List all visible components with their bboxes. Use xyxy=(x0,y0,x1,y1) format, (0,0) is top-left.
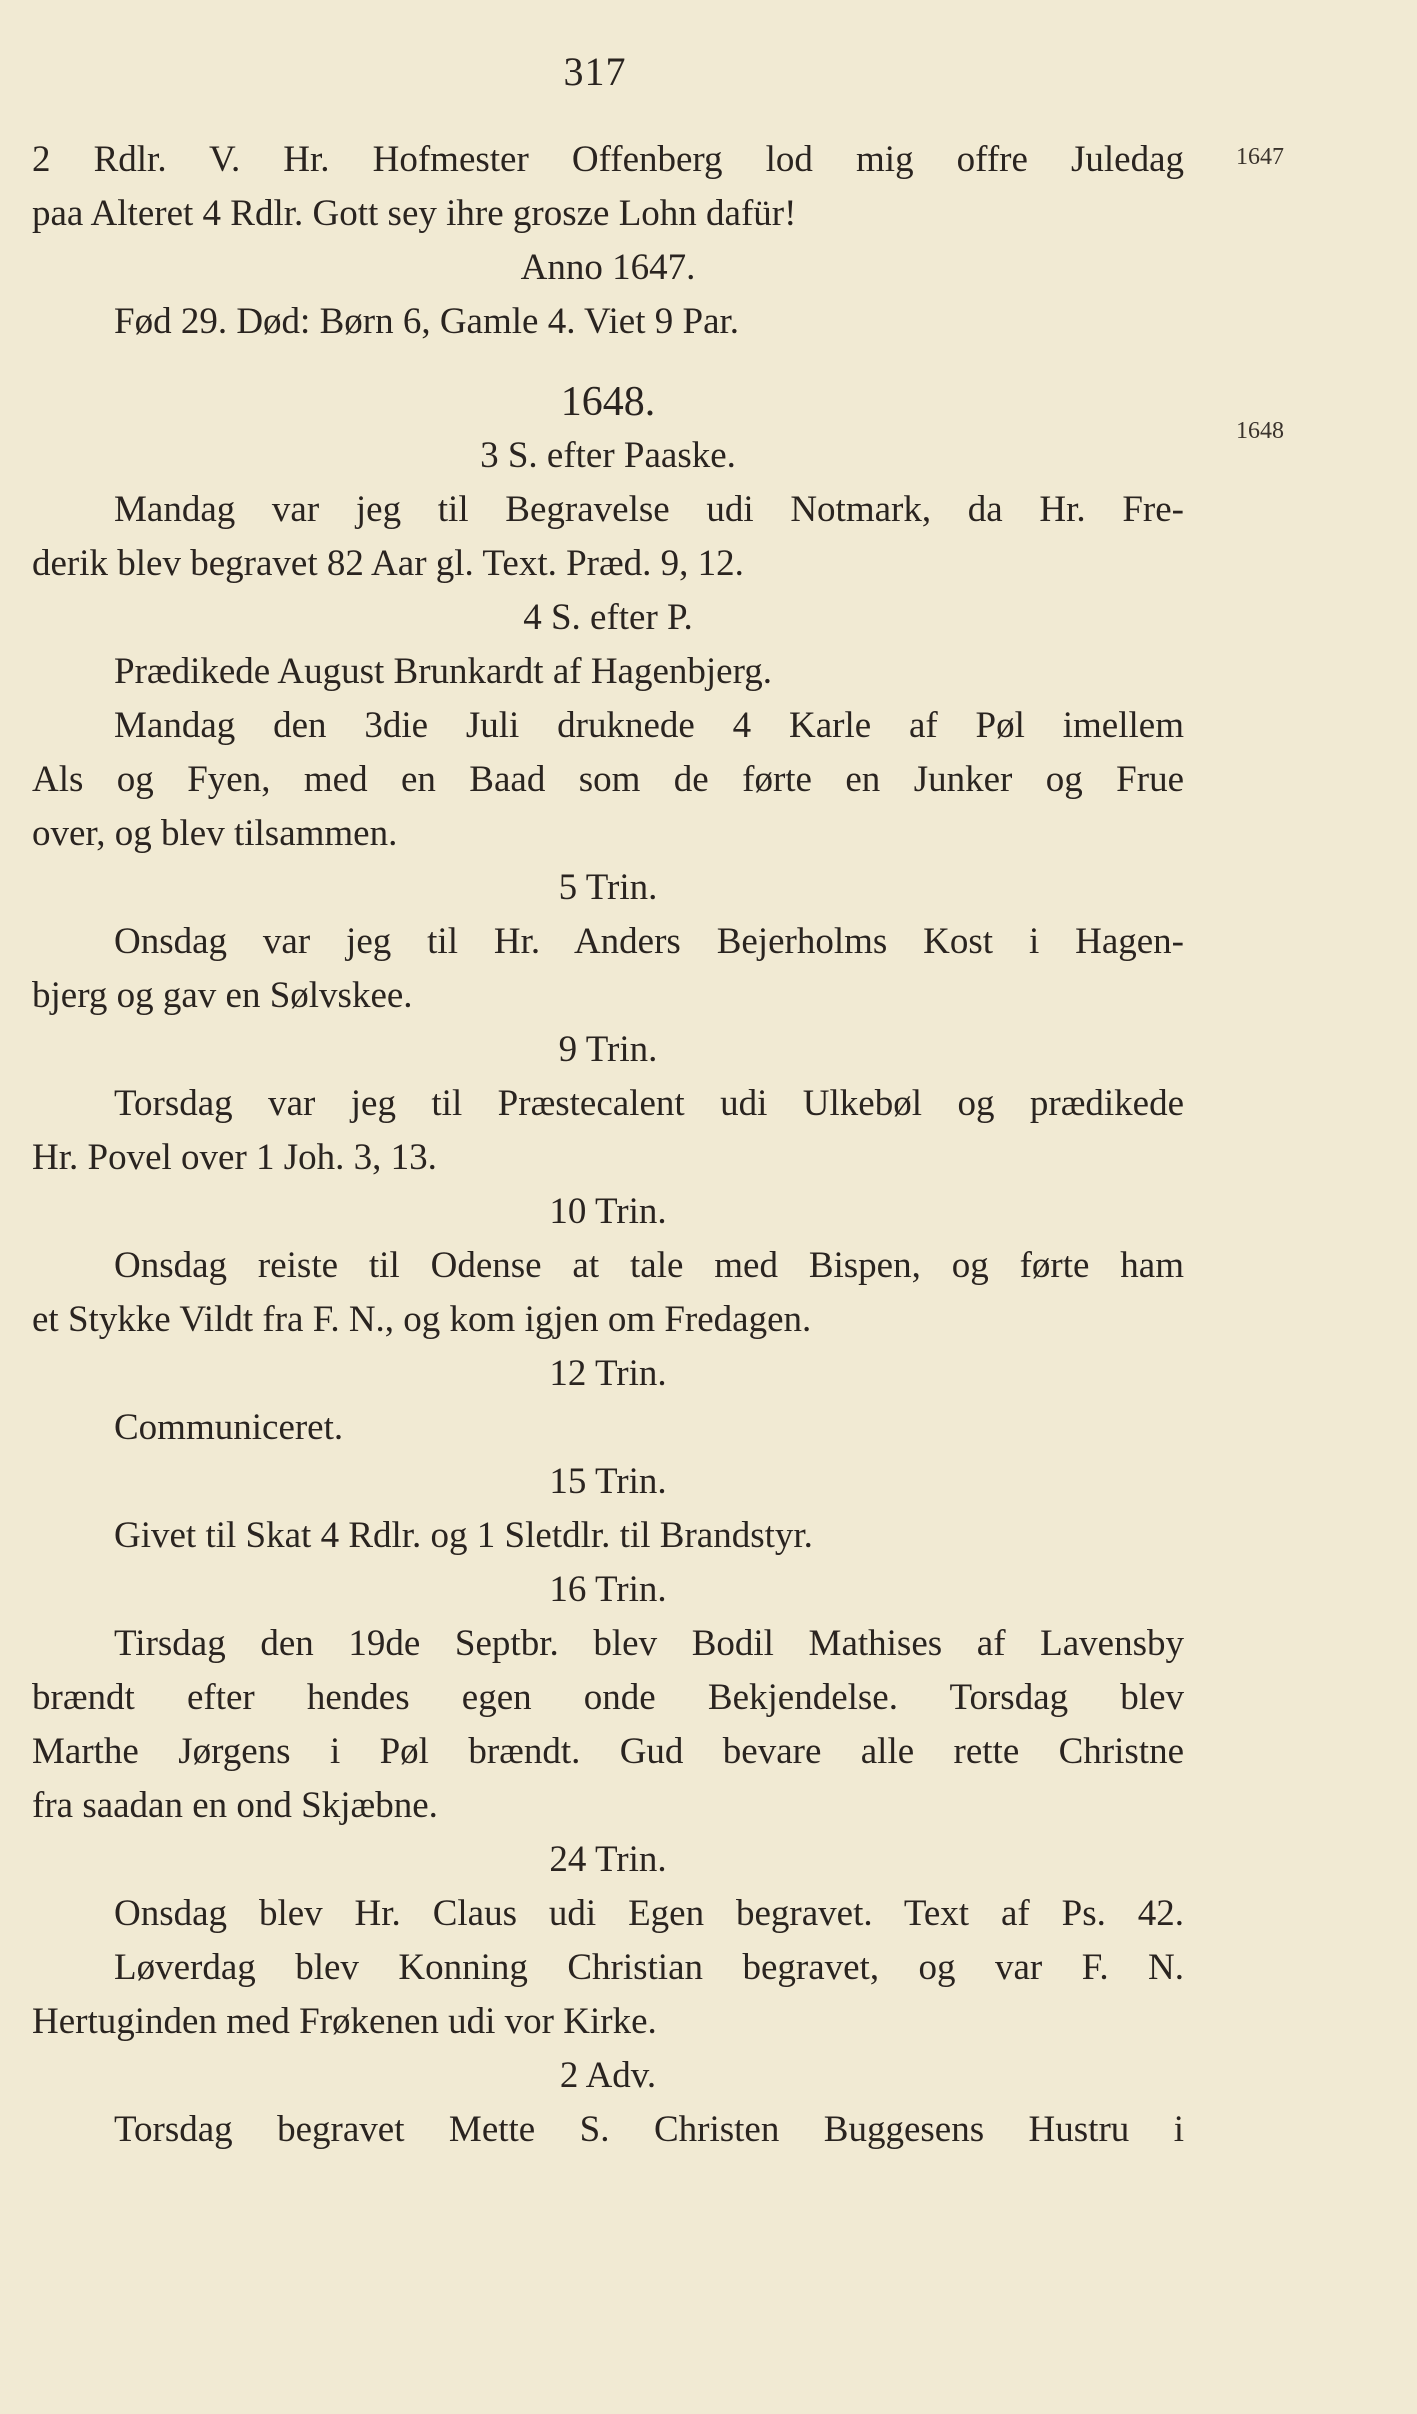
margin-year-1648: 1648 xyxy=(1236,418,1284,444)
text-line: et Stykke Vildt fra F. N., og kom igjen om Fredagen. xyxy=(32,1299,812,1340)
section-heading: 5 Trin. xyxy=(558,867,658,908)
section-heading: 10 Trin. xyxy=(549,1191,667,1232)
body-text xyxy=(32,133,1184,2157)
text-line: Givet til Skat 4 Rdlr. og 1 Sletdlr. til Brandstyr. xyxy=(114,1515,813,1556)
text-line: bjerg og gav en Sølvskee. xyxy=(32,975,413,1016)
text-line: 2 Rdlr. V. Hr. Hofmester Offenberg lod mig offre Juledag xyxy=(32,139,1184,180)
year-heading: 1648. xyxy=(560,379,656,425)
text-line: fra saadan en ond Skjæbne. xyxy=(32,1785,438,1826)
text-line: Marthe Jørgens i Pøl brændt. Gud bevare alle rette Christne xyxy=(32,1731,1184,1772)
text-line: Mandag var jeg til Begravelse udi Notmark, da Hr. Fre- xyxy=(114,489,1184,530)
section-heading: 9 Trin. xyxy=(558,1029,658,1070)
page-number: 317 xyxy=(563,49,627,94)
section-heading: 12 Trin. xyxy=(549,1353,667,1394)
section-heading: 2 Adv. xyxy=(559,2055,657,2096)
section-heading: 4 S. efter P. xyxy=(523,597,693,638)
text-line: brændt efter hendes egen onde Bekjendelse. Torsdag blev xyxy=(32,1677,1184,1718)
section-heading: 3 S. efter Paaske. xyxy=(480,435,736,476)
section-heading: 15 Trin. xyxy=(549,1461,667,1502)
year-heading: Anno 1647. xyxy=(520,247,696,288)
section-heading: 16 Trin. xyxy=(549,1569,667,1610)
text-line: Mandag den 3die Juli druknede 4 Karle af Pøl imellem xyxy=(114,705,1184,746)
text-line: derik blev begravet 82 Aar gl. Text. Præd. 9, 12. xyxy=(32,543,744,584)
text-line: Fød 29. Død: Børn 6, Gamle 4. Viet 9 Par. xyxy=(114,301,740,342)
text-line: Løverdag blev Konning Christian begravet, og var F. N. xyxy=(114,1947,1184,1988)
text-line: Torsdag var jeg til Præstecalent udi Ulkebøl og prædikede xyxy=(114,1083,1184,1124)
text-line: paa Alteret 4 Rdlr. Gott sey ihre grosze Lohn dafür! xyxy=(32,193,797,234)
text-line: Onsdag reiste til Odense at tale med Bispen, og førte ham xyxy=(114,1245,1184,1286)
text-line: Hertuginden med Frøkenen udi vor Kirke. xyxy=(32,2001,657,2042)
text-line: Torsdag begravet Mette S. Christen Buggesens Hustru i xyxy=(114,2109,1184,2150)
text-line: over, og blev tilsammen. xyxy=(32,813,398,854)
text-line: Onsdag blev Hr. Claus udi Egen begravet. Text af Ps. 42. xyxy=(114,1893,1184,1934)
text-line: Tirsdag den 19de Septbr. blev Bodil Mathises af Lavensby xyxy=(114,1623,1184,1664)
text-line: Hr. Povel over 1 Joh. 3, 13. xyxy=(32,1137,437,1178)
margin-year-1647: 1647 xyxy=(1236,144,1284,170)
text-line: Als og Fyen, med en Baad som de førte en Junker og Frue xyxy=(32,759,1184,800)
section-heading: 24 Trin. xyxy=(549,1839,667,1880)
text-line: Communiceret. xyxy=(114,1407,344,1448)
text-line: Prædikede August Brunkardt af Hagenbjerg. xyxy=(114,651,772,692)
text-line: Onsdag var jeg til Hr. Anders Bejerholms Kost i Hagen- xyxy=(114,921,1184,962)
